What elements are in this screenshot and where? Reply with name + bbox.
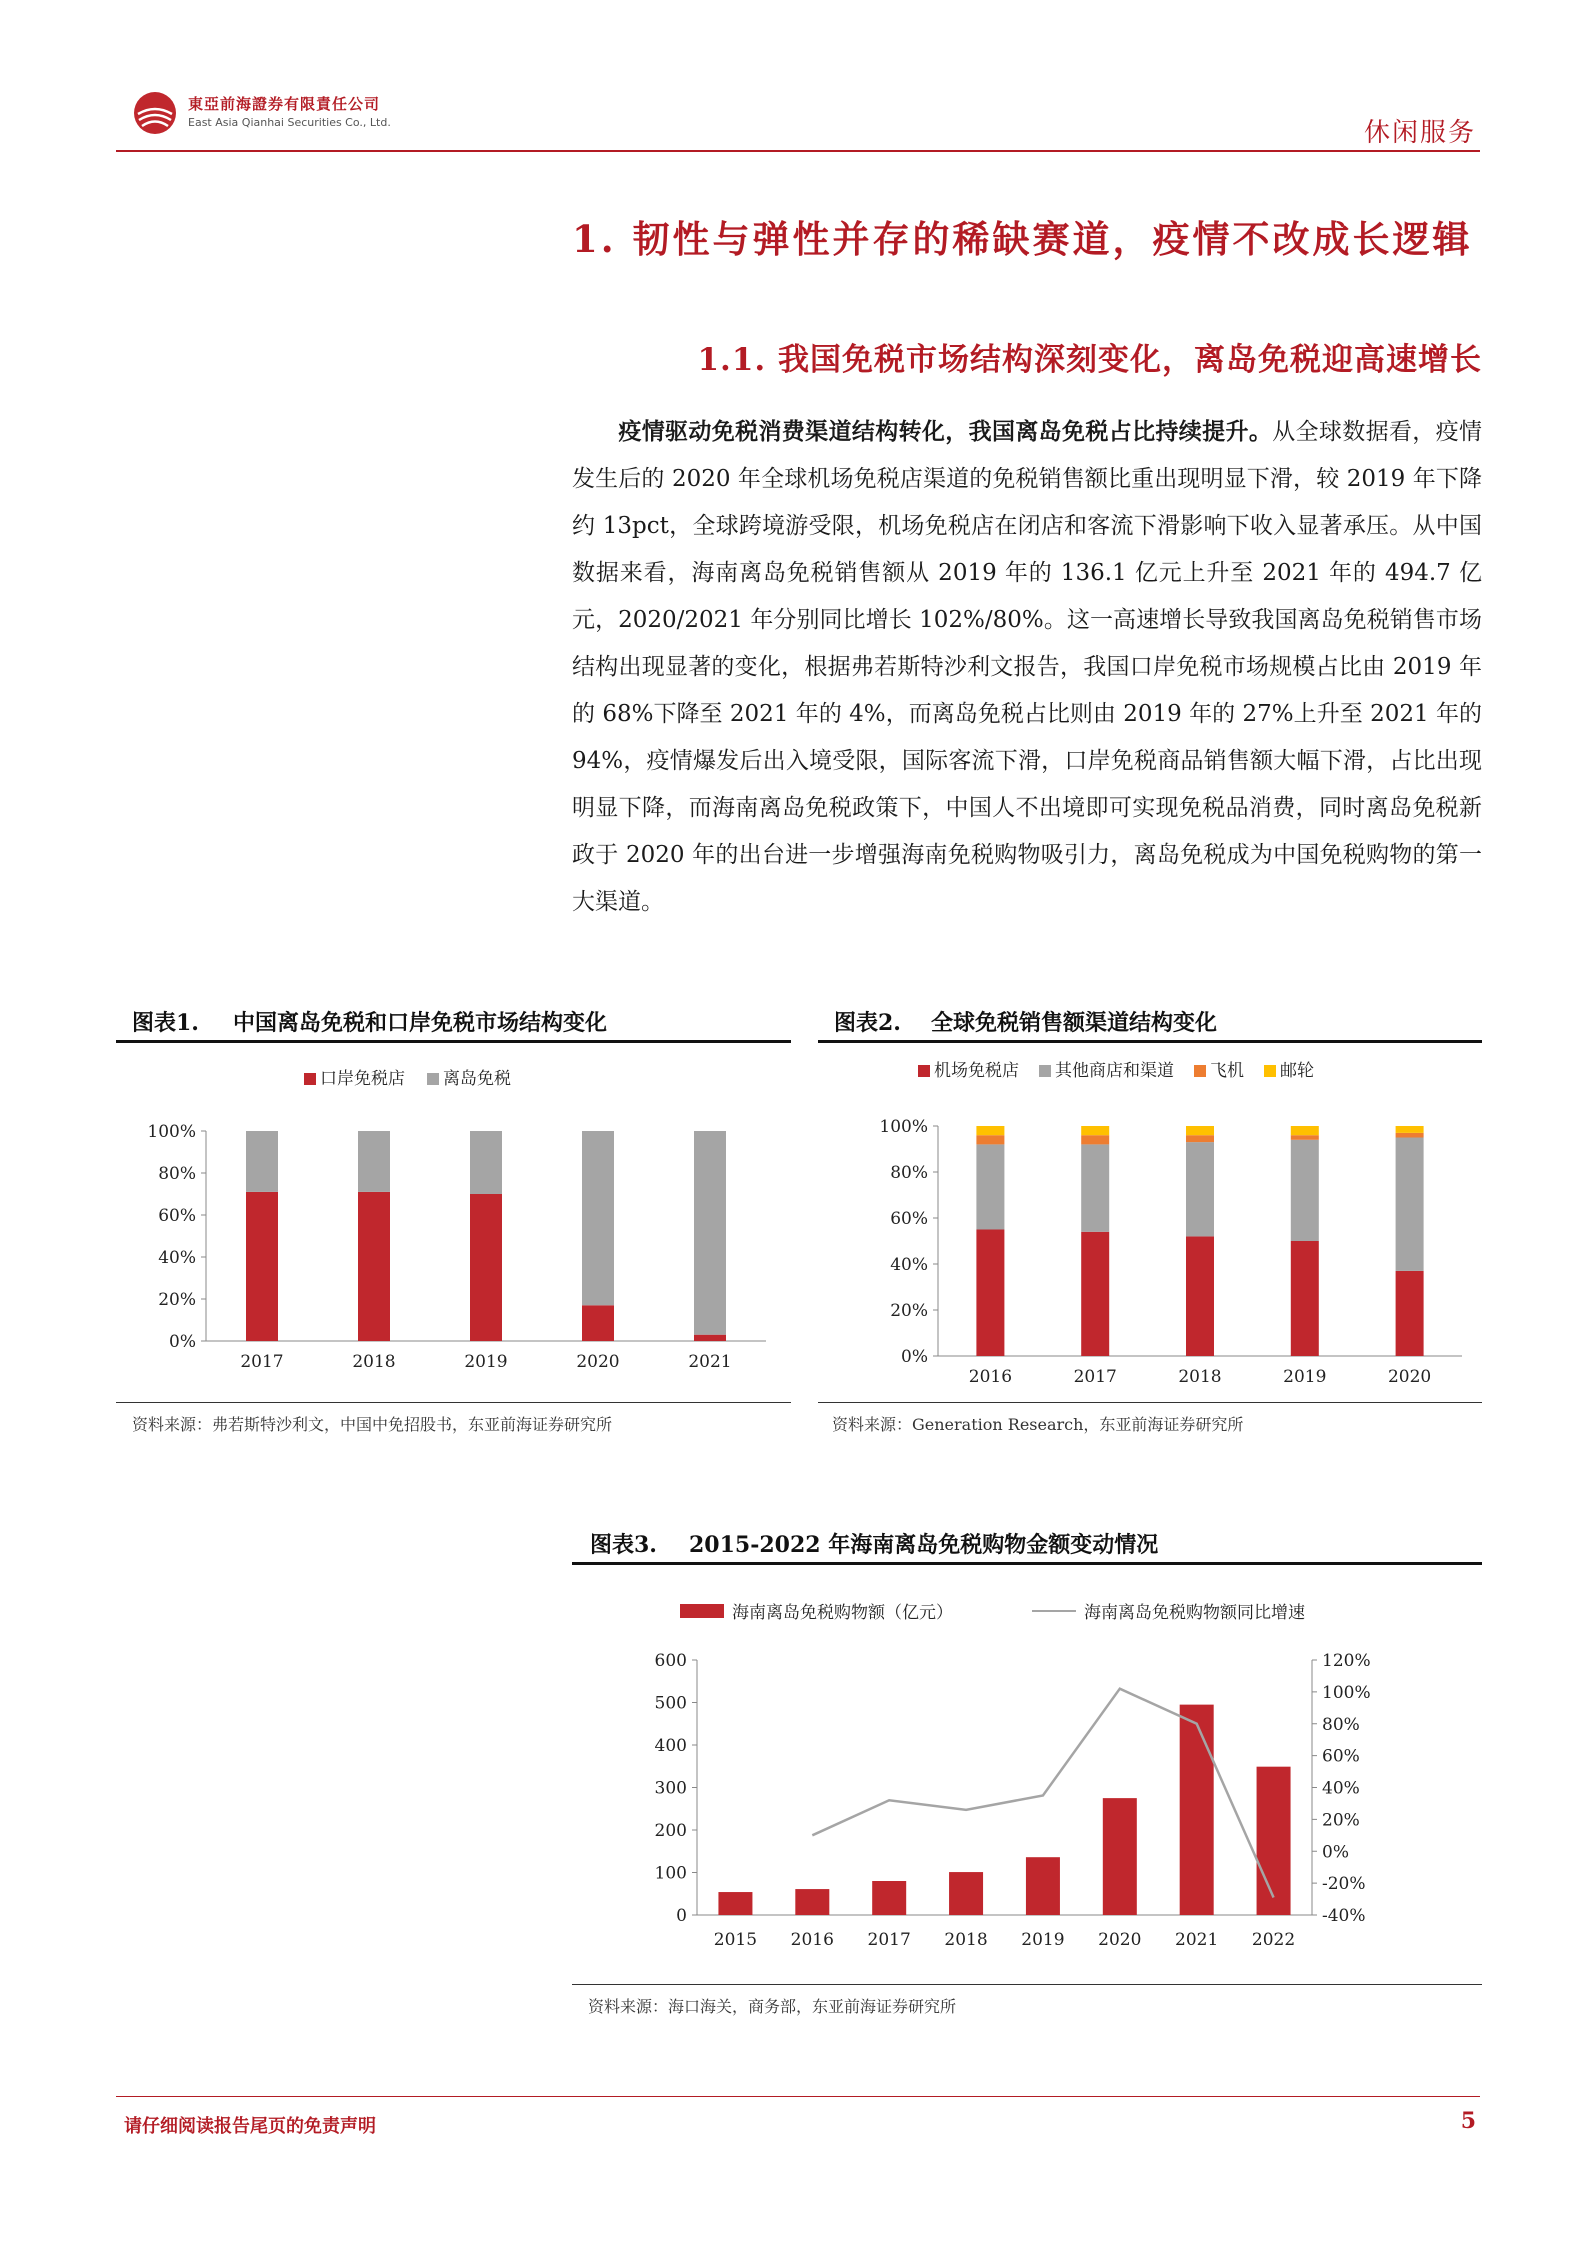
bar-segment bbox=[1081, 1232, 1109, 1356]
y-right-tick-label: 0% bbox=[1322, 1842, 1349, 1863]
x-tick-label: 2020 bbox=[1387, 1367, 1432, 1387]
legend-label-2: 飞机 bbox=[1210, 1061, 1244, 1081]
section-tag: 休闲服务 bbox=[1363, 118, 1476, 148]
y-right-tick-label: 40% bbox=[1322, 1778, 1360, 1799]
bar-segment bbox=[1081, 1126, 1109, 1135]
legend-label-1: 其他商店和渠道 bbox=[1055, 1061, 1174, 1081]
bar bbox=[872, 1881, 906, 1915]
bar-segment bbox=[358, 1192, 390, 1341]
bar-segment bbox=[976, 1126, 1004, 1135]
bar bbox=[795, 1889, 829, 1915]
x-tick-label: 2018 bbox=[944, 1930, 988, 1950]
y-tick-label: 80% bbox=[158, 1164, 196, 1184]
legend-swatch-1 bbox=[1039, 1065, 1051, 1077]
bar bbox=[718, 1892, 752, 1915]
bar-segment bbox=[1186, 1142, 1214, 1236]
y-tick-label: 40% bbox=[158, 1248, 196, 1268]
bar-segment bbox=[582, 1131, 614, 1305]
y-right-tick-label: 120% bbox=[1322, 1651, 1371, 1671]
bar bbox=[1103, 1798, 1137, 1915]
bar-segment bbox=[470, 1131, 502, 1194]
y-left-tick-label: 200 bbox=[654, 1821, 687, 1841]
legend-label-bar: 海南离岛免税购物额（亿元） bbox=[732, 1603, 953, 1623]
figure2-label: 图表2. bbox=[834, 1010, 901, 1036]
figure3-source: 资料来源：海口海关，商务部，东亚前海证券研究所 bbox=[588, 1997, 957, 2016]
x-tick-label: 2018 bbox=[352, 1352, 396, 1372]
legend-label-0: 口岸免税店 bbox=[320, 1069, 405, 1089]
footer-divider bbox=[116, 2096, 1480, 2097]
bar-segment bbox=[694, 1335, 726, 1341]
figure2-title bbox=[834, 1006, 1217, 1037]
y-tick-label: 40% bbox=[890, 1255, 928, 1275]
y-left-tick-label: 0 bbox=[676, 1906, 687, 1926]
x-tick-label: 2021 bbox=[688, 1352, 732, 1372]
legend-swatch-0 bbox=[304, 1073, 316, 1085]
figure3-label: 图表3. bbox=[590, 1532, 657, 1558]
section-heading: 1. 韧性与弹性并存的稀缺赛道，疫情不改成长逻辑 bbox=[572, 217, 1473, 261]
bar-segment bbox=[1291, 1140, 1319, 1241]
bar-segment bbox=[1291, 1135, 1319, 1140]
figure3-top-rule bbox=[572, 1562, 1482, 1565]
bar-segment bbox=[1186, 1236, 1214, 1356]
legend-swatch-0 bbox=[918, 1065, 930, 1077]
legend-label-1: 离岛免税 bbox=[443, 1069, 511, 1089]
x-tick-label: 2015 bbox=[713, 1930, 758, 1950]
figure2-bottom-rule bbox=[818, 1402, 1482, 1403]
legend-swatch-bar bbox=[680, 1604, 724, 1618]
legend-swatch-2 bbox=[1194, 1065, 1206, 1077]
y-left-tick-label: 100 bbox=[654, 1863, 687, 1884]
x-tick-label: 2016 bbox=[968, 1367, 1013, 1387]
x-tick-label: 2017 bbox=[867, 1930, 911, 1950]
company-name-en: East Asia Qianhai Securities Co., Ltd. bbox=[188, 116, 391, 129]
x-tick-label: 2017 bbox=[240, 1352, 284, 1372]
y-tick-label: 60% bbox=[890, 1209, 928, 1229]
y-right-tick-label: 80% bbox=[1322, 1714, 1360, 1735]
legend-label-line: 海南离岛免税购物额同比增速 bbox=[1084, 1603, 1305, 1623]
bar bbox=[1257, 1767, 1291, 1915]
bar-segment bbox=[246, 1131, 278, 1192]
y-tick-label: 100% bbox=[879, 1117, 928, 1137]
x-tick-label: 2022 bbox=[1251, 1930, 1296, 1950]
bar-segment bbox=[246, 1192, 278, 1341]
subsection-heading: 1.1. 我国免税市场结构深刻变化，离岛免税迎高速增长 bbox=[697, 342, 1482, 378]
y-tick-label: 80% bbox=[890, 1163, 928, 1183]
y-tick-label: 0% bbox=[901, 1347, 928, 1367]
y-left-tick-label: 400 bbox=[654, 1736, 687, 1756]
bar-segment bbox=[358, 1131, 390, 1192]
y-right-tick-label: -20% bbox=[1322, 1874, 1366, 1895]
bar-segment bbox=[976, 1230, 1004, 1357]
figure1-label: 图表1. bbox=[132, 1010, 199, 1036]
figure1-top-rule bbox=[116, 1040, 791, 1043]
y-left-tick-label: 300 bbox=[654, 1778, 687, 1799]
figure1-title-text: 中国离岛免税和口岸免税市场结构变化 bbox=[232, 1010, 607, 1036]
page-number: 5 bbox=[1460, 2108, 1476, 2134]
figure3-bottom-rule bbox=[572, 1984, 1482, 1985]
y-right-tick-label: 100% bbox=[1322, 1682, 1371, 1703]
figure3-title bbox=[590, 1528, 1158, 1559]
y-left-tick-label: 500 bbox=[654, 1693, 687, 1714]
company-logo-icon bbox=[132, 90, 178, 136]
x-tick-label: 2017 bbox=[1073, 1367, 1117, 1387]
body-paragraph bbox=[572, 408, 1482, 926]
company-name-cn: 東亞前海證券有限責任公司 bbox=[188, 95, 381, 113]
figure1-source: 资料来源：弗若斯特沙利文，中国中免招股书，东亚前海证券研究所 bbox=[132, 1415, 613, 1434]
bar-segment bbox=[1186, 1135, 1214, 1142]
bar bbox=[949, 1872, 983, 1915]
bar-segment bbox=[1186, 1126, 1214, 1135]
bar-segment bbox=[976, 1135, 1004, 1144]
legend-swatch-1 bbox=[427, 1073, 439, 1085]
y-right-tick-label: 60% bbox=[1322, 1746, 1360, 1767]
y-left-tick-label: 600 bbox=[654, 1651, 687, 1671]
bar-segment bbox=[1291, 1241, 1319, 1356]
figure1-chart bbox=[116, 1046, 791, 1396]
figure1-title bbox=[132, 1006, 607, 1037]
x-tick-label: 2021 bbox=[1175, 1930, 1219, 1950]
bar-segment bbox=[694, 1131, 726, 1335]
y-right-tick-label: 20% bbox=[1322, 1810, 1360, 1831]
x-tick-label: 2018 bbox=[1178, 1367, 1222, 1387]
bar-segment bbox=[1396, 1271, 1424, 1356]
x-tick-label: 2019 bbox=[1283, 1367, 1327, 1387]
header-divider bbox=[116, 150, 1480, 152]
y-tick-label: 20% bbox=[158, 1290, 196, 1310]
y-right-tick-label: -40% bbox=[1322, 1906, 1366, 1926]
figure3-title-text: 2015-2022 年海南离岛免税购物金额变动情况 bbox=[688, 1532, 1159, 1558]
figure3-chart bbox=[572, 1568, 1482, 1978]
bar bbox=[1180, 1705, 1214, 1915]
y-tick-label: 0% bbox=[169, 1332, 196, 1352]
bar-segment bbox=[1396, 1138, 1424, 1271]
bar-segment bbox=[1396, 1133, 1424, 1138]
paragraph-body: 从全球数据看，疫情发生后的 2020 年全球机场免税店渠道的免税销售额比重出现明显下滑，较 2019 年下降约 13pct，全球跨境游受限，机场免税店在闭店和客流下滑影响下收入显著承压。从中国数据来看，海南离岛免税销售额从 2019 年的 136.1 亿元上升至 2021 年的 494.7 亿元，2020/2021 年分别同比增长 102%/80%。这一高速增长导致我国离岛免税销售市场结构出现显著的变化，根据弗若斯特沙利文报告，我国口岸免税市场规模占比由 2019 年的 68%下降至 2021 年的 4%，而离岛免税占比则由 2019 年的 27%上升至 2021 年的 94%，疫情爆发后出入境受限，国际客流下滑，口岸免税商品销售额大幅下滑，占比出现明显下降，而海南离岛免税政策下，中国人不出境即可实现免税品消费，同时离岛免税新政于 2020 年的出台进一步增强海南免税购物吸引力，离岛免税成为中国免税购物的第一大渠道。 bbox=[572, 419, 1483, 915]
bar bbox=[1026, 1857, 1060, 1915]
x-tick-label: 2020 bbox=[1098, 1930, 1142, 1950]
bar-segment bbox=[1396, 1126, 1424, 1133]
legend-swatch-3 bbox=[1264, 1065, 1276, 1077]
disclaimer-note: 请仔细阅读报告尾页的免责声明 bbox=[124, 2116, 376, 2137]
y-tick-label: 20% bbox=[890, 1301, 928, 1321]
legend-label-0: 机场免税店 bbox=[934, 1061, 1019, 1081]
bar-segment bbox=[1081, 1144, 1109, 1231]
figure1-bottom-rule bbox=[116, 1402, 791, 1403]
bar-segment bbox=[582, 1305, 614, 1341]
x-tick-label: 2020 bbox=[576, 1352, 620, 1372]
figure2-source: 资料来源：Generation Research，东亚前海证券研究所 bbox=[832, 1415, 1244, 1434]
bar-segment bbox=[976, 1144, 1004, 1229]
y-tick-label: 60% bbox=[158, 1206, 196, 1226]
x-tick-label: 2016 bbox=[790, 1930, 834, 1950]
bar-segment bbox=[1081, 1135, 1109, 1144]
x-tick-label: 2019 bbox=[1021, 1930, 1065, 1950]
legend-label-3: 邮轮 bbox=[1280, 1061, 1314, 1081]
y-tick-label: 100% bbox=[147, 1122, 196, 1142]
figure2-title-text: 全球免税销售额渠道结构变化 bbox=[930, 1010, 1217, 1036]
figure2-chart bbox=[818, 1046, 1482, 1396]
figure2-top-rule bbox=[818, 1040, 1482, 1043]
paragraph-lead: 疫情驱动免税消费渠道结构转化，我国离岛免税占比持续提升。 bbox=[618, 418, 1273, 445]
bar-segment bbox=[1291, 1126, 1319, 1135]
x-tick-label: 2019 bbox=[464, 1352, 508, 1372]
bar-segment bbox=[470, 1194, 502, 1341]
